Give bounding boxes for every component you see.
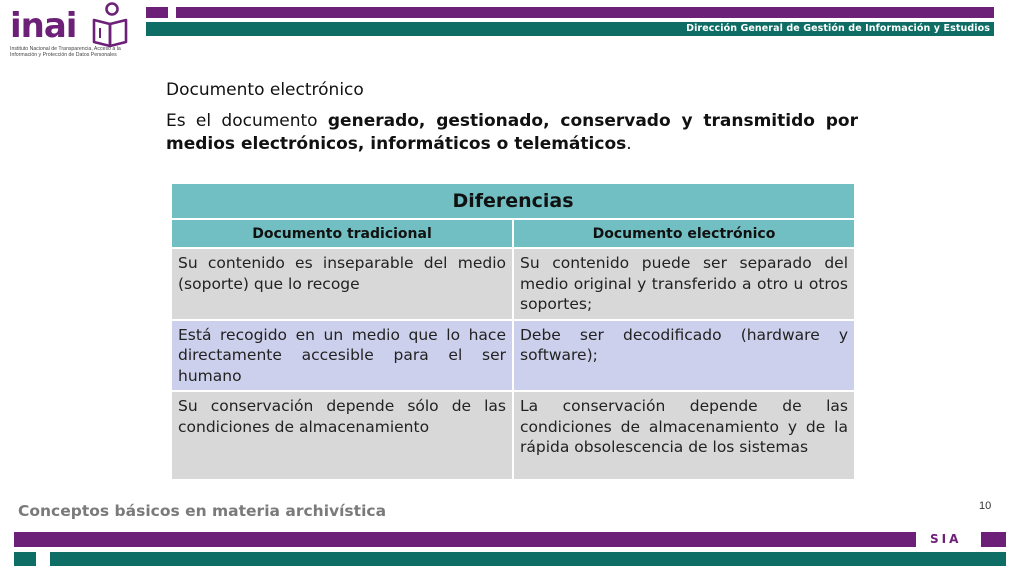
table-cell-traditional: Está recogido en un medio que lo hace directamente accesible para el ser humano (171, 320, 513, 392)
sia-label: SIA (930, 532, 962, 546)
logo-subtitle-line1: Instituto Nacional de Transparencia, Acceso a la (10, 46, 121, 52)
table-row (171, 320, 855, 392)
department-title: Dirección General de Gestión de Información y Estudios (686, 23, 990, 34)
table-cell-electronic: Su contenido puede ser separado del medio original y transferido a otro u otros soportes; (513, 248, 855, 320)
footer-bar-teal (50, 552, 1006, 566)
table-cell-traditional: Su contenido es inseparable del medio (soporte) que lo recoge (171, 248, 513, 320)
footer-title: Conceptos básicos en materia archivística (18, 502, 387, 520)
table-cell-electronic: La conservación depende de las condiciones de almacenamiento y de la rápida obsolescencia de los sistemas (513, 391, 855, 480)
footer-bar-purple (14, 532, 916, 547)
definition-intro: Es el documento (166, 111, 328, 131)
page-heading: Documento electrónico (166, 80, 364, 100)
definition-bold: generado, gestionado, conservado y transmitido por medios electrónicos, informáticos o telemáticos (166, 111, 858, 154)
logo-wordmark: inai (10, 6, 77, 46)
inai-logo (8, 2, 138, 68)
table-cell-traditional: Su conservación depende sólo de las condiciones de almacenamiento (171, 391, 513, 480)
header-bar-purple-small (146, 7, 168, 18)
column-header-electronic: Documento electrónico (513, 219, 855, 248)
logo-subtitle-line2: Información y Protección de Datos Personales (10, 52, 117, 59)
footer-bar-teal-small (14, 552, 36, 566)
column-header-traditional: Documento tradicional (171, 219, 513, 248)
differences-table (170, 182, 856, 481)
reader-book-icon (90, 2, 130, 48)
table-title: Diferencias (171, 183, 855, 219)
logo-subtitle (10, 46, 135, 59)
definition-end: . (626, 134, 632, 154)
table-row (171, 248, 855, 320)
header-bar-purple (176, 7, 994, 18)
page-number: 10 (979, 500, 992, 512)
footer-bar-purple-small (981, 532, 1006, 547)
table-row (171, 391, 855, 480)
definition-paragraph (166, 110, 858, 156)
table-cell-electronic: Debe ser decodificado (hardware y software); (513, 320, 855, 392)
